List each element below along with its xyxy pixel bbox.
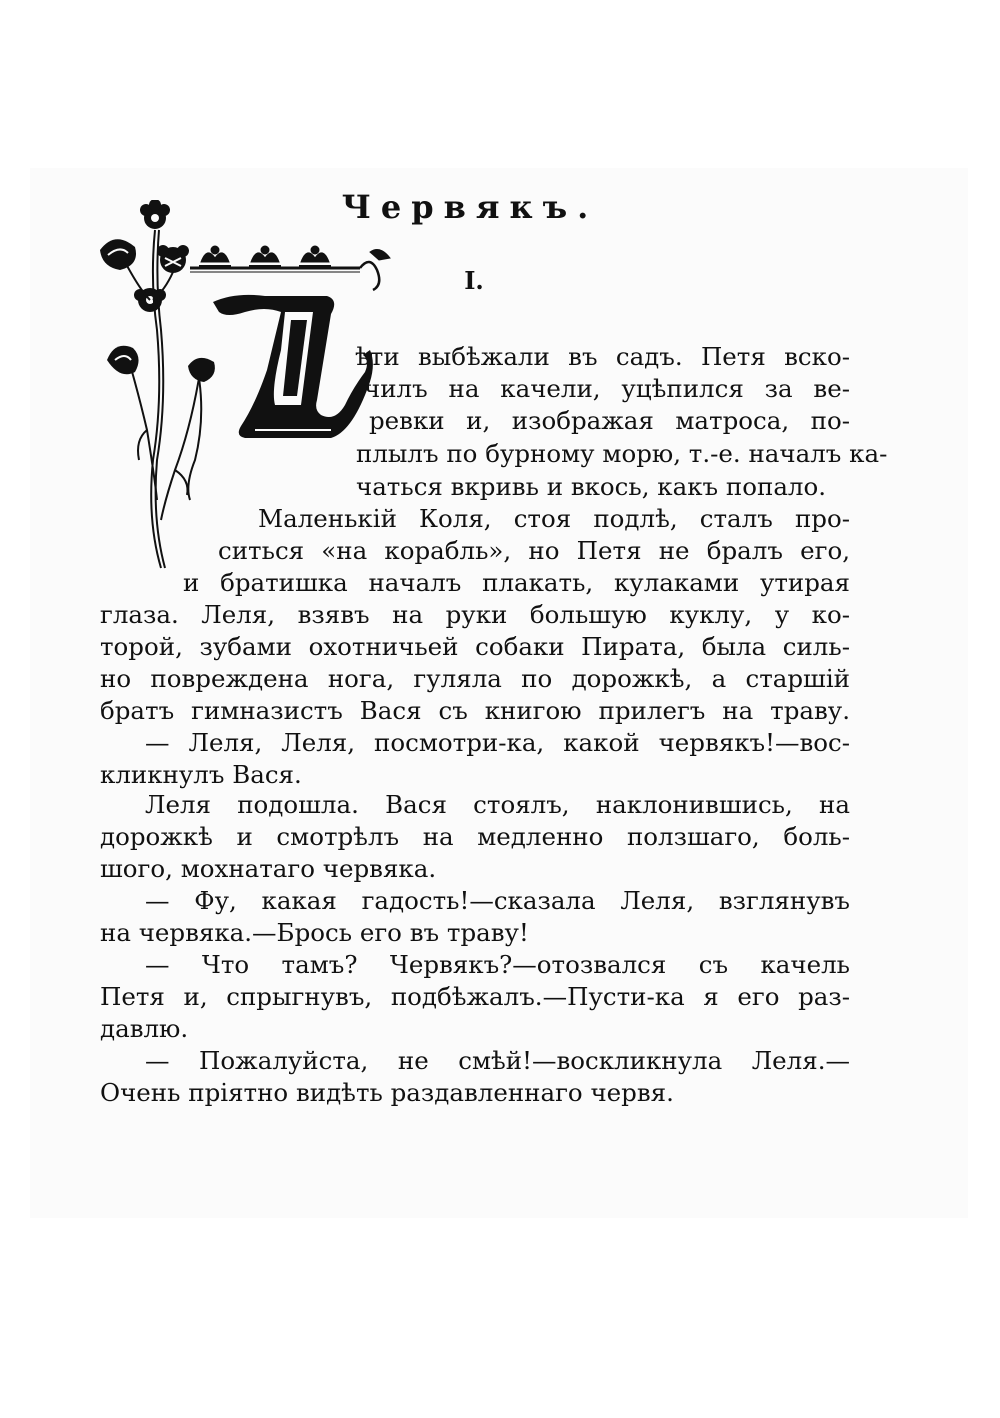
text-line: Очень пріятно видѣть раздавленнаго червя. <box>100 1078 674 1107</box>
text-line: Леля подошла. Вася стоялъ, наклонившись, на <box>145 790 850 819</box>
chapter-number: I. <box>464 266 484 295</box>
text-line: чаться вкривь и вкось, какъ попало. <box>356 472 827 501</box>
text-line: братъ гимназистъ Вася съ книгою прилегъ на траву. <box>100 696 850 725</box>
text-line: шого, мохнатаго червяка. <box>100 854 437 883</box>
text-line: — Пожалуйста, не смѣй!—воскликнула Леля.— <box>145 1046 850 1075</box>
text-line: — Леля, Леля, посмотри-ка, какой червякъ!—вос- <box>145 728 850 757</box>
text-line: на червяка.—Брось его въ траву! <box>100 918 529 947</box>
text-line: давлю. <box>100 1014 189 1043</box>
text-line: кликнулъ Вася. <box>100 760 302 789</box>
text-line: чилъ на качели, уцѣпился за ве- <box>364 374 850 403</box>
text-line: и братишка началъ плакать, кулаками утирая <box>183 568 850 597</box>
text-line: плылъ по бурному морю, т.-е. началъ ка- <box>356 439 888 468</box>
drop-cap-icon <box>213 295 373 438</box>
text-line: торой, зубами охотничьей собаки Пирата, была силь- <box>100 632 850 661</box>
text-line: глаза. Леля, взявъ на руки большую куклу, у ко- <box>100 600 850 629</box>
text-line: — Что тамъ? Червякъ?—отозвался съ качель <box>145 950 850 979</box>
flower-border-icon <box>190 246 390 290</box>
text-line: — Фу, какая гадость!—сказала Леля, взглянувъ <box>145 886 850 915</box>
text-line: но повреждена нога, гуляла по дорожкѣ, а старшій <box>100 664 850 693</box>
story-title: Червякъ. <box>341 188 599 226</box>
flower-stem-icon <box>125 230 201 568</box>
text-line: Петя и, спрыгнувъ, подбѣжалъ.—Пусти-ка я его раз- <box>100 982 850 1011</box>
text-line: ситься «на корабль», но Петя не бралъ его, <box>218 536 850 565</box>
text-line: Маленькій Коля, стоя подлѣ, сталъ про- <box>258 504 850 533</box>
text-line: дорожкѣ и смотрѣлъ на медленно ползшаго, боль- <box>100 822 850 851</box>
text-line: ѣти выбѣжали въ садъ. Петя вско- <box>355 342 850 371</box>
text-line: ревки и, изображая матроса, по- <box>369 406 850 435</box>
